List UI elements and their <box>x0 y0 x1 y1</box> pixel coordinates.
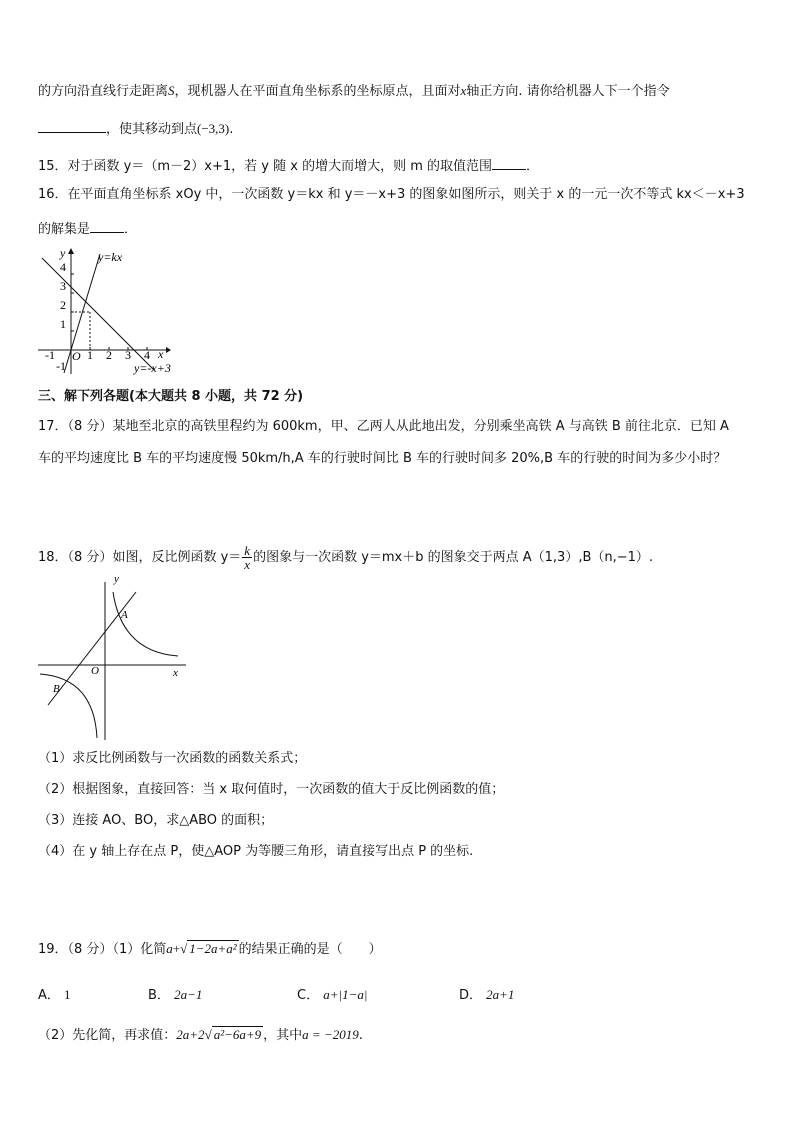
text-segment: ，现机器人在平面直角坐标系的坐标原点，且面对 <box>174 84 461 99</box>
option-b[interactable] <box>148 984 202 1003</box>
y-axis-label: y <box>60 246 66 260</box>
option-d[interactable] <box>459 984 514 1003</box>
answer-blank[interactable] <box>38 118 106 133</box>
hyperbola-branch-1 <box>113 592 178 656</box>
y-tick-label: -1 <box>56 359 66 373</box>
square-root <box>205 1026 264 1045</box>
math-operator: + <box>172 941 181 956</box>
y-tick-label: 2 <box>60 298 66 312</box>
origin-label: O <box>72 349 81 363</box>
radical-sign-icon: √ <box>204 1027 212 1042</box>
section-heading: 三、解下列各题(本大题共 8 小题，共 72 分) <box>38 389 304 404</box>
x-tick-label: 2 <box>106 348 112 362</box>
question-15 <box>38 155 539 176</box>
question-15-text: 15．对于函数 y＝（m－2）x+1，若 y 随 x 的增大而增大，则 m 的取值范围 <box>38 159 493 174</box>
text-segment: ． <box>526 159 540 174</box>
math-condition: a = −2019 <box>302 1027 359 1042</box>
question-19-part-2 <box>38 1026 363 1045</box>
question-16-line-2 <box>38 218 137 239</box>
option-value: 1 <box>64 987 71 1002</box>
option-letter: B． <box>148 988 170 1003</box>
text-segment: 的方向沿直线行走距离 <box>38 84 169 99</box>
math-expression: 2a+2 <box>176 1027 205 1042</box>
option-letter: A． <box>38 988 60 1003</box>
x-axis-label: x <box>173 667 178 679</box>
question-18-part-4: （4）在 y 轴上存在点 P，使△AOP 为等腰三角形，请直接写出点 P 的坐标. <box>38 844 474 859</box>
point-b-label: B <box>53 683 60 695</box>
point-a-label: A <box>121 609 128 621</box>
line-y-kx <box>64 254 100 373</box>
var-x: x <box>460 83 467 98</box>
fraction-numerator: k <box>244 543 251 558</box>
radicand: 1−2a+a² <box>189 941 237 956</box>
question-18-part-2: （2）根据图象，直接回答：当 x 取何值时，一次函数的值大于反比例函数的值； <box>38 782 505 797</box>
option-c[interactable] <box>297 984 367 1003</box>
y-tick-label: 1 <box>60 317 66 331</box>
x-tick-label: -1 <box>45 348 55 362</box>
question-17-line-2: 车的平均速度比 B 车的平均速度慢 50km/h,A 车的行驶时间比 B 车的行驶时间多 20%,B 车的行驶的时间为多少小时？ <box>38 451 727 466</box>
question-18-part-3: （3）连接 AO、BO，求△ABO 的面积； <box>38 813 274 828</box>
x-tick-label: 4 <box>144 348 150 362</box>
option-a[interactable] <box>38 984 71 1003</box>
figure-16 <box>34 246 174 378</box>
line-label-kx: y=kx <box>98 250 123 264</box>
math-expression: a <box>166 941 173 956</box>
question-19 <box>38 940 382 959</box>
y-tick-label: 3 <box>60 279 66 293</box>
question-19-text: （2）先化简，再求值： <box>38 1028 177 1043</box>
text-line-1 <box>38 82 670 101</box>
x-tick-label: 1 <box>87 348 93 362</box>
radicand: a²−6a+9 <box>213 1027 262 1042</box>
text-segment: . <box>229 122 234 137</box>
fraction-k-over-x <box>242 544 252 571</box>
text-segment: 轴正方向. 请你给机器人下一个指令 <box>466 84 670 99</box>
y-axis-label: y <box>114 573 119 585</box>
x-axis-label: x <box>158 347 164 361</box>
question-18-part-1: （1）求反比例函数与一次函数的函数关系式； <box>38 751 307 766</box>
y-tick-label: 4 <box>60 260 66 274</box>
line-label-neg-x-plus-3: y=-x+3 <box>134 361 171 375</box>
text-segment: . <box>358 1028 363 1043</box>
square-root <box>180 940 239 959</box>
question-18-text: 18．（8 分）如图，反比例函数 y＝ <box>38 550 242 565</box>
y-axis-arrow-icon <box>68 248 74 254</box>
point-coordinate: (−3,3) <box>197 121 230 136</box>
text-segment: ，使其移动到点 <box>106 122 198 137</box>
fraction-denominator: x <box>244 557 251 572</box>
question-19-text: ，其中 <box>263 1028 303 1043</box>
text-segment: ． <box>124 222 138 237</box>
text-line-2 <box>38 118 233 139</box>
option-value: 2a+1 <box>486 987 515 1002</box>
question-19-text: 的结果正确的是（ ） <box>238 942 382 957</box>
question-16-line-1 <box>38 186 745 204</box>
question-19-text: 19．（8 分）（1）化简 <box>38 942 167 957</box>
var-s: S <box>168 83 175 98</box>
x-axis-arrow-icon <box>166 347 171 353</box>
answer-blank[interactable] <box>492 155 526 170</box>
hyperbola-branch-3 <box>40 674 97 738</box>
option-letter: C． <box>297 988 320 1003</box>
option-value: 2a−1 <box>174 987 203 1002</box>
radical-sign-icon: √ <box>180 941 188 956</box>
origin-label: O <box>91 665 99 677</box>
line-y-neg-x-plus-3 <box>42 258 154 370</box>
answer-blank[interactable] <box>90 218 124 233</box>
question-16-text: 的解集是 <box>38 222 91 237</box>
option-letter: D． <box>459 988 483 1003</box>
question-18-text: 的图象与一次函数 y＝mx＋b 的图象交于两点 A（1,3）,B（n,−1）. <box>253 550 654 565</box>
question-16-text: 16．在平面直角坐标系 xOy 中，一次函数 y＝kx 和 y＝－x+3 的图象如图所示，则关于 x 的一元一次不等式 kx＜－x+3 <box>38 187 745 202</box>
x-tick-label: 3 <box>125 348 131 362</box>
question-17-line-1: 17．（8 分）某地至北京的高铁里程约为 600km，甲、乙两人从此地出发，分别乘坐高铁 A 与高铁 B 前往北京．已知 A <box>38 419 729 434</box>
option-value: a+|1−a| <box>323 987 368 1002</box>
figure-18 <box>36 570 188 742</box>
